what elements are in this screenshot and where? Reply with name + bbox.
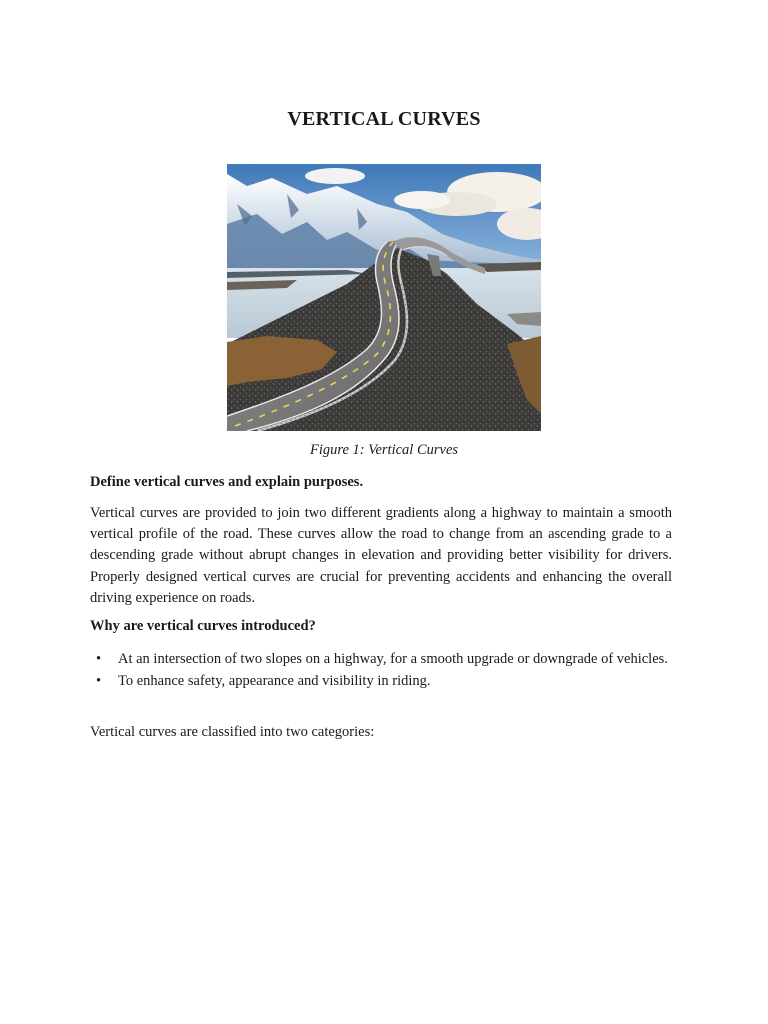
mountain-road-photo-icon — [227, 164, 541, 431]
closing-paragraph: Vertical curves are classified into two categories: — [90, 724, 375, 740]
body-paragraph: Vertical curves are provided to join two different gradients along a highway to maintain a smooth vertical profile of the road. These curves allow the road to change from an ascending grade to a descending grade without abrupt changes in elevation and providing better visibility for drivers. Properly designed vertical curves are crucial for preventing accidents and enhancing the overall driving experience on roads. — [90, 505, 672, 606]
figure-image — [227, 164, 541, 431]
page-title: VERTICAL CURVES — [287, 108, 481, 130]
list-item — [90, 650, 672, 669]
section-heading-why: Why are vertical curves introduced? — [90, 618, 316, 634]
bullet-icon: • — [96, 651, 102, 667]
bullet-icon: • — [96, 673, 102, 689]
bullet-list — [90, 650, 672, 691]
section-heading-define: Define vertical curves and explain purposes. — [90, 474, 364, 490]
list-item-text: At an intersection of two slopes on a highway, for a smooth upgrade or downgrade of vehicles. — [118, 651, 668, 667]
figure-caption: Figure 1: Vertical Curves — [309, 442, 459, 458]
list-item — [90, 672, 672, 691]
list-item-text: To enhance safety, appearance and visibility in riding. — [118, 673, 431, 689]
